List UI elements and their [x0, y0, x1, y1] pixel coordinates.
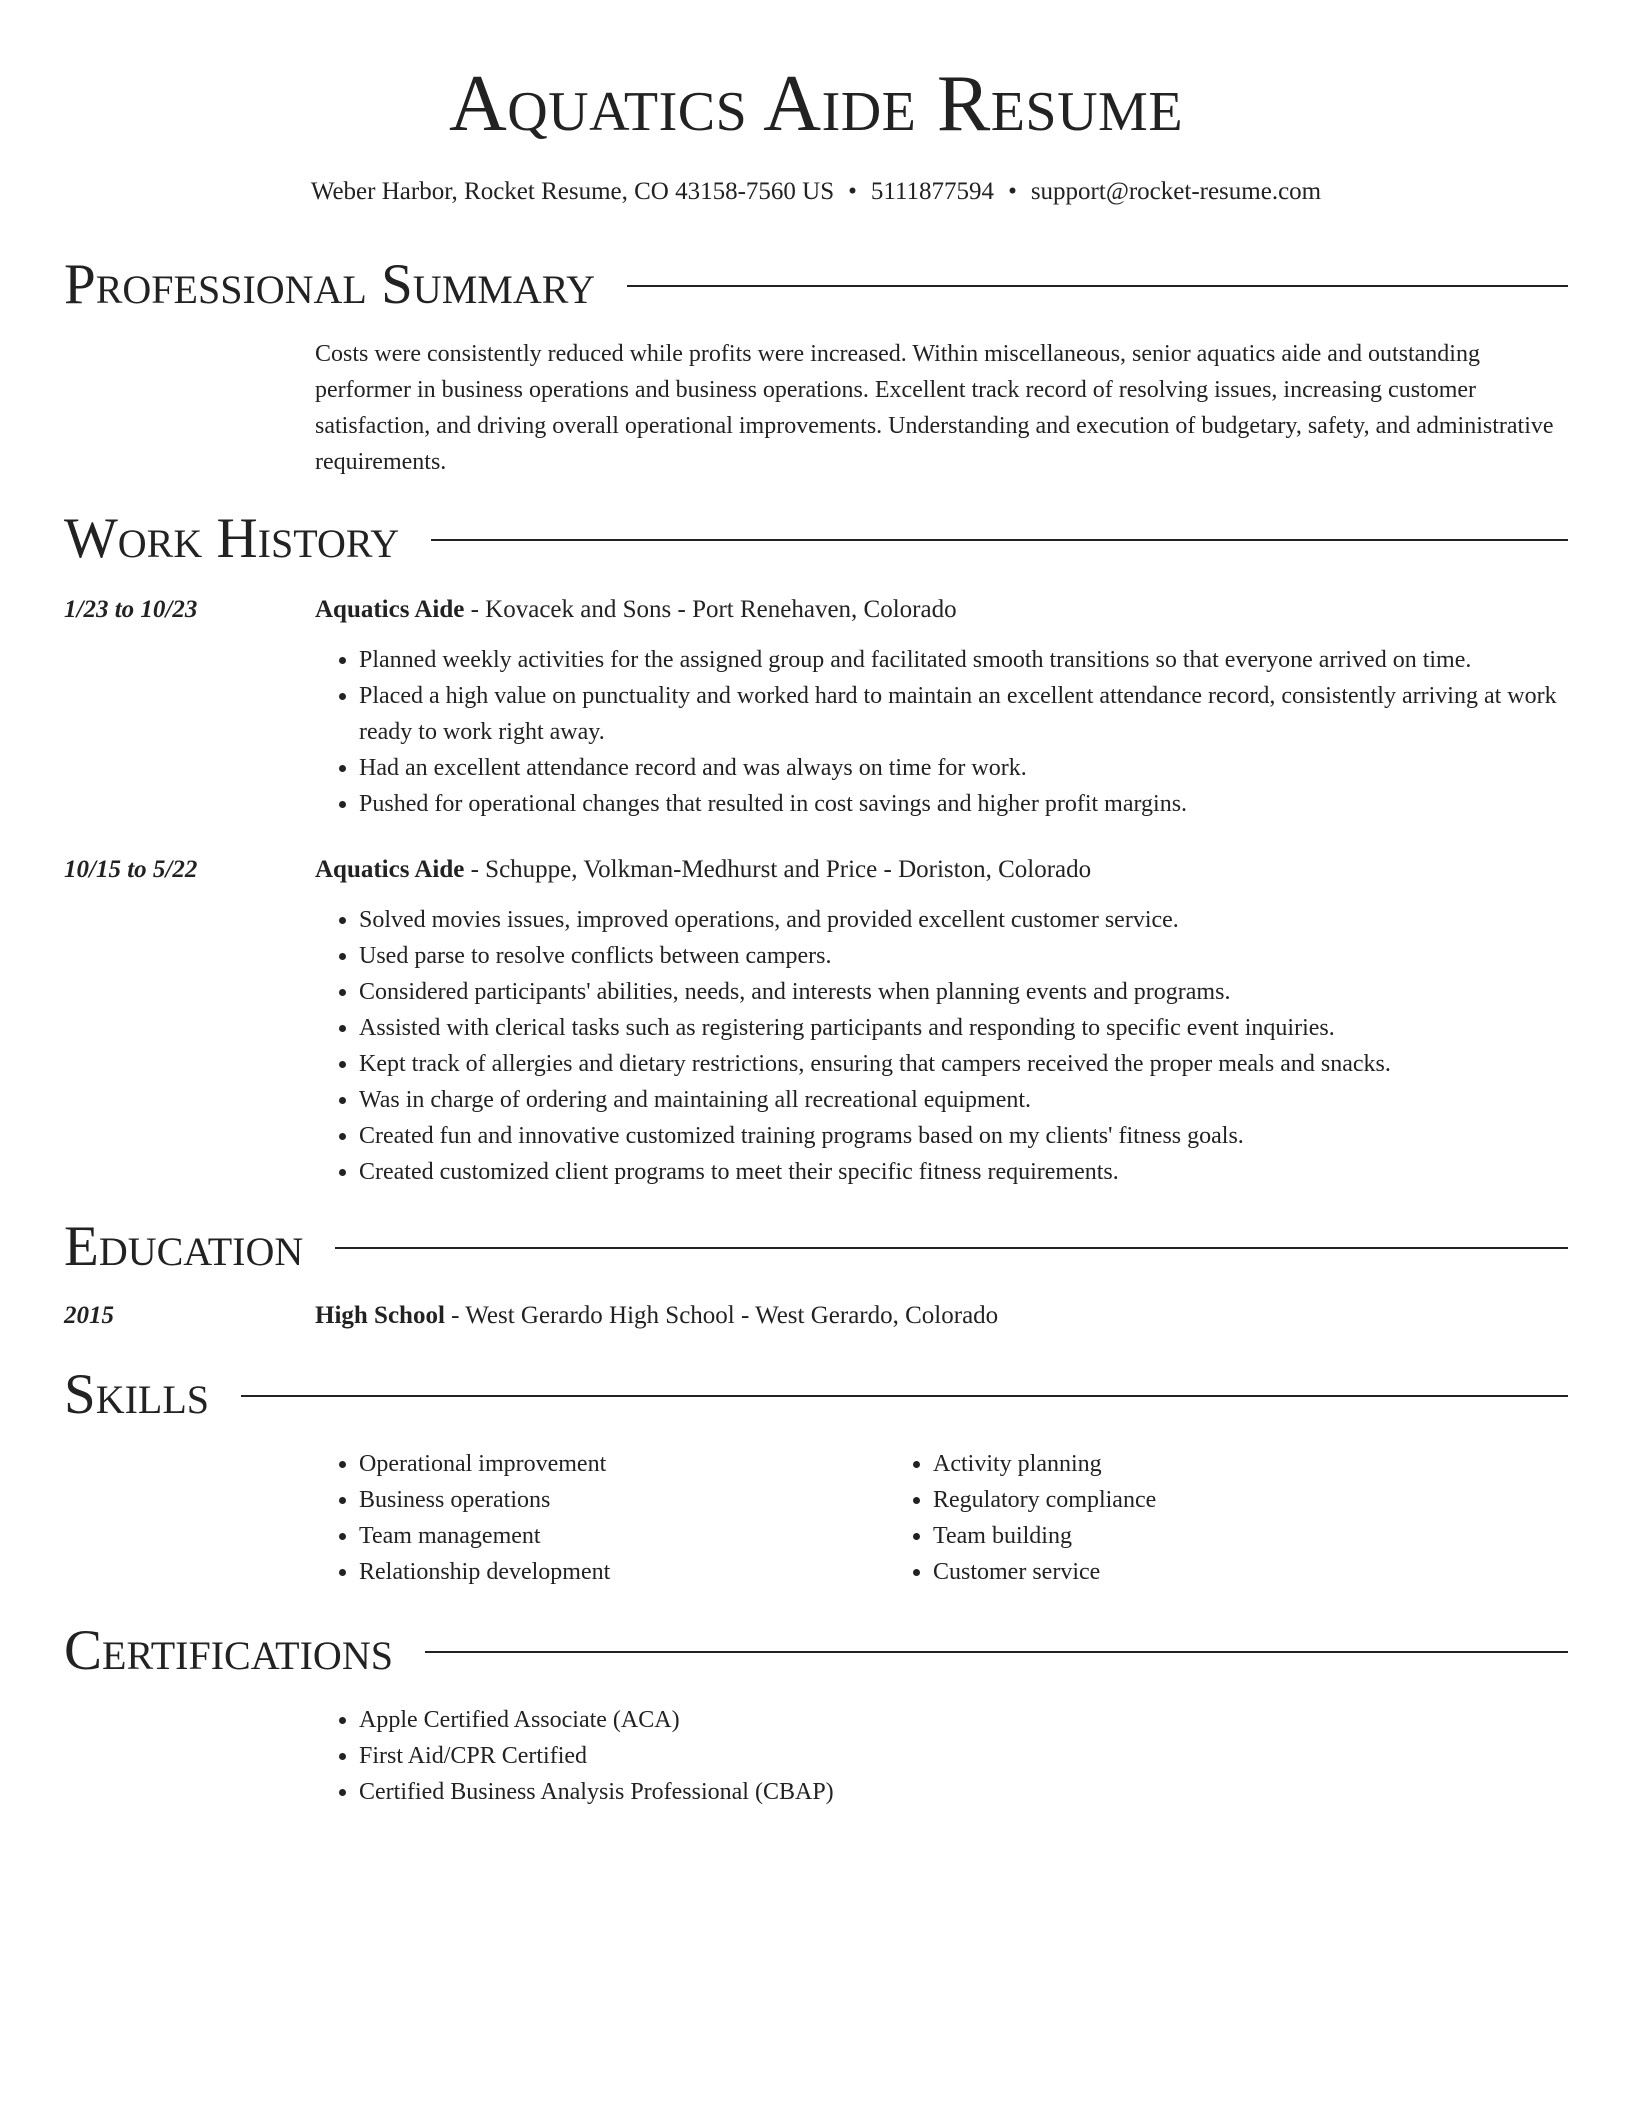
section-title-work-history: Work History: [64, 507, 400, 570]
job-body: [315, 852, 1568, 1190]
skill-item: • Customer service: [933, 1554, 1463, 1590]
education-degree: High School: [315, 1302, 445, 1329]
job-bullet: • Created customized client programs to meet their specific fitness requirements.: [359, 1154, 1568, 1190]
job-bullet: • Was in charge of ordering and maintaining all recreational equipment.: [359, 1082, 1568, 1118]
section-title-certifications: Certifications: [64, 1619, 393, 1682]
skill-item: • Team building: [933, 1518, 1463, 1554]
job-bullets: [315, 902, 1568, 1190]
section-header-work-history: [64, 508, 1568, 570]
section-title-skills: Skills: [64, 1363, 210, 1426]
summary-row: [64, 336, 1568, 480]
resume-page: [64, 0, 1568, 1810]
section-header-skills: [64, 1364, 1568, 1426]
job-dates: 1/23 to 10/23: [64, 596, 198, 623]
section-divider: [431, 539, 1568, 541]
education-year: 2015: [64, 1302, 114, 1329]
job-bullet: • Used parse to resolve conflicts between campers.: [359, 938, 1568, 974]
skill-item: • Activity planning: [933, 1446, 1463, 1482]
resume-title: Aquatics Aide Resume: [448, 60, 1184, 148]
summary-text: Costs were consistently reduced while profits were increased. Within miscellaneous, senior aquatics aide and outstanding performer in business operations and business operations. Excellent track record of resolving issues, increasing customer satisfaction, and driving overall operational improvements. Understanding and execution of budgetary, safety, and administrative requirements.: [315, 341, 1554, 475]
job-bullet: • Kept track of allergies and dietary restrictions, ensuring that campers received the proper meals and snacks.: [359, 1046, 1568, 1082]
job-details: - Kovacek and Sons - Port Renehaven, Colorado: [464, 596, 957, 623]
contact-line: [64, 176, 1568, 208]
section-divider: [241, 1395, 1568, 1397]
education-entry: [64, 1298, 1568, 1334]
contact-address: Weber Harbor, Rocket Resume, CO 43158-7560 US: [310, 178, 835, 205]
job-bullet: • Had an excellent attendance record and was always on time for work.: [359, 750, 1568, 786]
job-body: [315, 592, 1568, 822]
job-title: Aquatics Aide: [315, 856, 465, 883]
section-title-education: Education: [64, 1215, 304, 1278]
contact-separator: •: [848, 178, 857, 205]
skills-list-left: [315, 1446, 889, 1590]
contact-phone: 5111877594: [870, 178, 995, 205]
skill-item: • Regulatory compliance: [933, 1482, 1463, 1518]
job-heading: [315, 592, 1568, 628]
skills-row: [64, 1446, 1568, 1590]
certifications-list: [315, 1702, 834, 1810]
section-header-summary: [64, 254, 1568, 316]
education-details: - West Gerardo High School - West Gerardo, Colorado: [444, 1302, 999, 1329]
job-bullet: • Solved movies issues, improved operations, and provided excellent customer service.: [359, 902, 1568, 938]
section-divider: [335, 1247, 1568, 1249]
contact-email: support@rocket-resume.com: [1030, 178, 1322, 205]
skill-item: • Business operations: [359, 1482, 889, 1518]
job-bullet: • Assisted with clerical tasks such as registering participants and responding to specific event inquiries.: [359, 1010, 1568, 1046]
job-bullet: • Planned weekly activities for the assigned group and facilitated smooth transitions so that everyone arrived on time.: [359, 642, 1568, 678]
job-heading: [315, 852, 1568, 888]
section-divider: [627, 285, 1568, 287]
job-bullet: • Created fun and innovative customized training programs based on my clients' fitness goals.: [359, 1118, 1568, 1154]
skills-list-right: [889, 1446, 1463, 1590]
certifications-row: [64, 1702, 1568, 1810]
section-title-summary: Professional Summary: [64, 253, 596, 316]
job-title: Aquatics Aide: [315, 596, 465, 623]
skill-item: • Team management: [359, 1518, 889, 1554]
job-bullet: • Pushed for operational changes that resulted in cost savings and higher profit margins.: [359, 786, 1568, 822]
skill-item: • Relationship development: [359, 1554, 889, 1590]
certification-item: • Apple Certified Associate (ACA): [359, 1702, 834, 1738]
job-bullet: • Considered participants' abilities, needs, and interests when planning events and programs.: [359, 974, 1568, 1010]
section-header-education: [64, 1216, 1568, 1278]
certification-item: • First Aid/CPR Certified: [359, 1738, 834, 1774]
job-entry: [64, 592, 1568, 822]
job-bullet: • Placed a high value on punctuality and worked hard to maintain an excellent attendance record, consistently arriving at work ready to work right away.: [359, 678, 1568, 750]
job-dates: 10/15 to 5/22: [64, 856, 198, 883]
contact-separator: •: [1008, 178, 1017, 205]
skill-item: • Operational improvement: [359, 1446, 889, 1482]
certification-item: • Certified Business Analysis Professional (CBAP): [359, 1774, 834, 1810]
job-details: - Schuppe, Volkman-Medhurst and Price - Doriston, Colorado: [464, 856, 1092, 883]
section-header-certifications: [64, 1620, 1568, 1682]
education-body: [315, 1298, 1568, 1334]
section-divider: [425, 1651, 1568, 1653]
job-bullets: [315, 642, 1568, 822]
job-entry: [64, 852, 1568, 1190]
